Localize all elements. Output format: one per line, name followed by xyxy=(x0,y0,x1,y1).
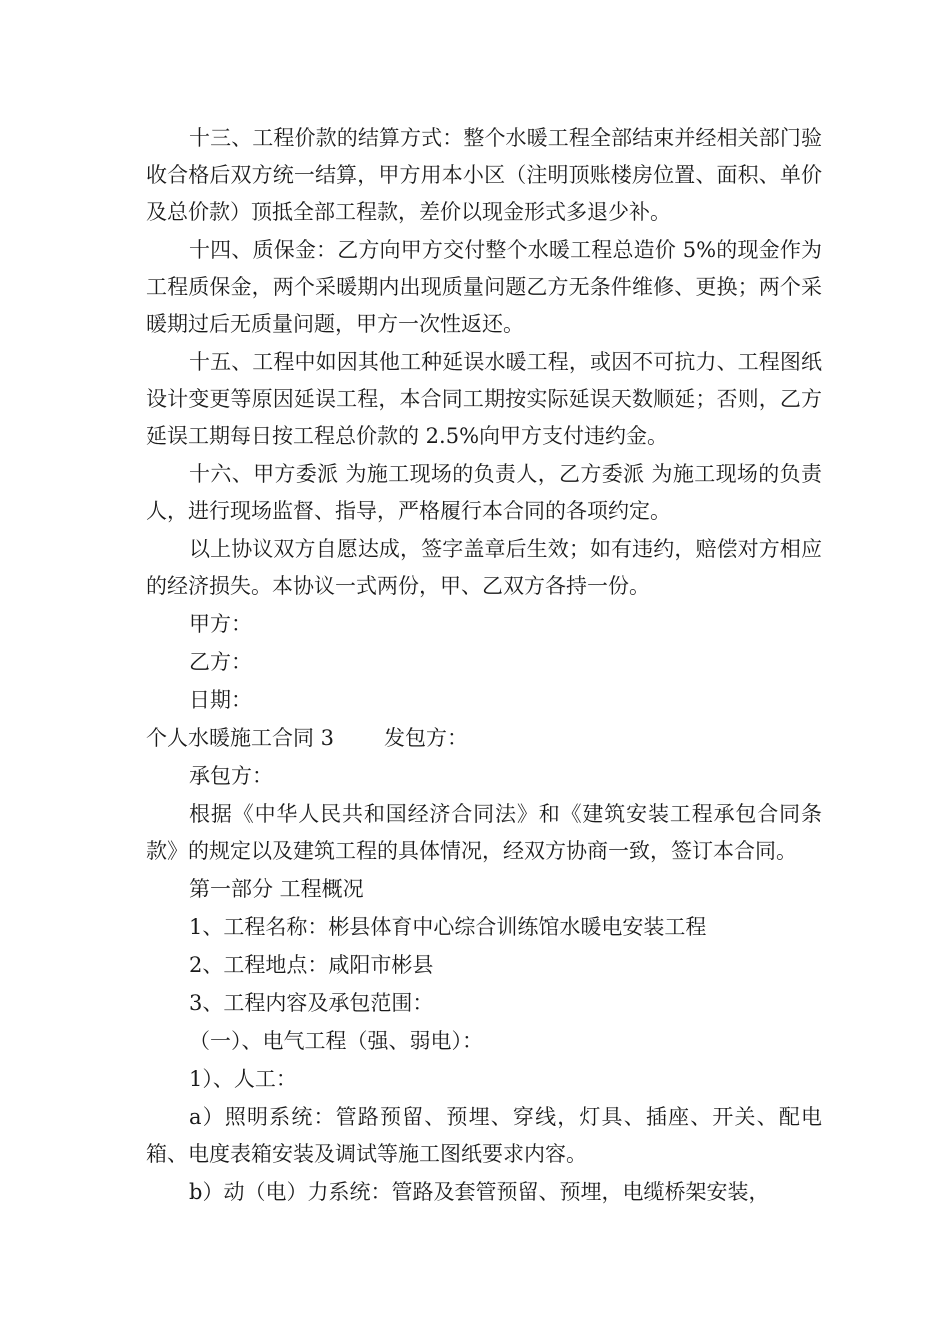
clause-13: 十三、工程价款的结算方式：整个水暖工程全部结束并经相关部门验收合格后双方统一结算，甲方用本小区（注明顶账楼房位置、面积、单价及总价款）顶抵全部工程款，差价以现金形式多退少补。 xyxy=(146,126,822,224)
contract3-preamble: 根据《中华人民共和国经济合同法》和《建筑安装工程承包合同条款》的规定以及建筑工程的具体情况，经双方协商一致，签订本合同。 xyxy=(146,802,822,863)
project-scope: 3、工程内容及承包范围： xyxy=(189,991,434,1015)
clause-15: 十五、工程中如因其他工种延误水暖工程，或因不可抗力、工程图纸设计变更等原因延误工程，本合同工期按实际延误天数顺延；否则，乙方延误工期每日按工程总价款的 2.5%向甲方支付违约金。 xyxy=(146,350,822,448)
power-system: b）动（电）力系统：管路及套管预留、预埋，电缆桥架安装， xyxy=(189,1180,770,1204)
signature-party-a: 甲方： xyxy=(189,612,252,636)
closing-statement: 以上协议双方自愿达成，签字盖章后生效；如有违约，赔偿对方相应的经济损失。本协议一式两份，甲、乙双方各持一份。 xyxy=(146,537,822,598)
contract3-title: 个人水暖施工合同 3 xyxy=(146,726,335,750)
labor-item: 1）、人工： xyxy=(189,1067,297,1091)
clause-14: 十四、质保金：乙方向甲方交付整个水暖工程总造价 5%的现金作为工程质保金，两个采暖期内出现质量问题乙方无条件维修、更换；两个采暖期过后无质量问题，甲方一次性返还。 xyxy=(146,238,822,336)
project-name: 1、工程名称：彬县体育中心综合训练馆水暖电安装工程 xyxy=(189,915,707,939)
clause-16: 十六、甲方委派 为施工现场的负责人，乙方委派 为施工现场的负责人，进行现场监督、指导，严格履行本合同的各项约定。 xyxy=(146,462,822,523)
contract3-heading xyxy=(146,720,822,757)
lighting-system: a）照明系统：管路预留、预埋、穿线，灯具、插座、开关、配电箱、电度表箱安装及调试等施工图纸要求内容。 xyxy=(146,1105,822,1166)
electrical-section: （一）、电气工程（强、弱电）： xyxy=(189,1029,483,1053)
signature-party-b: 乙方： xyxy=(189,650,252,674)
contract3-contractor: 承包方： xyxy=(189,764,273,788)
project-location: 2、工程地点：咸阳市彬县 xyxy=(189,953,434,977)
part-one-heading: 第一部分 工程概况 xyxy=(189,877,364,901)
contract3-employer: 发包方： xyxy=(384,726,468,750)
signature-date: 日期： xyxy=(189,688,252,712)
document-page xyxy=(146,120,822,1212)
